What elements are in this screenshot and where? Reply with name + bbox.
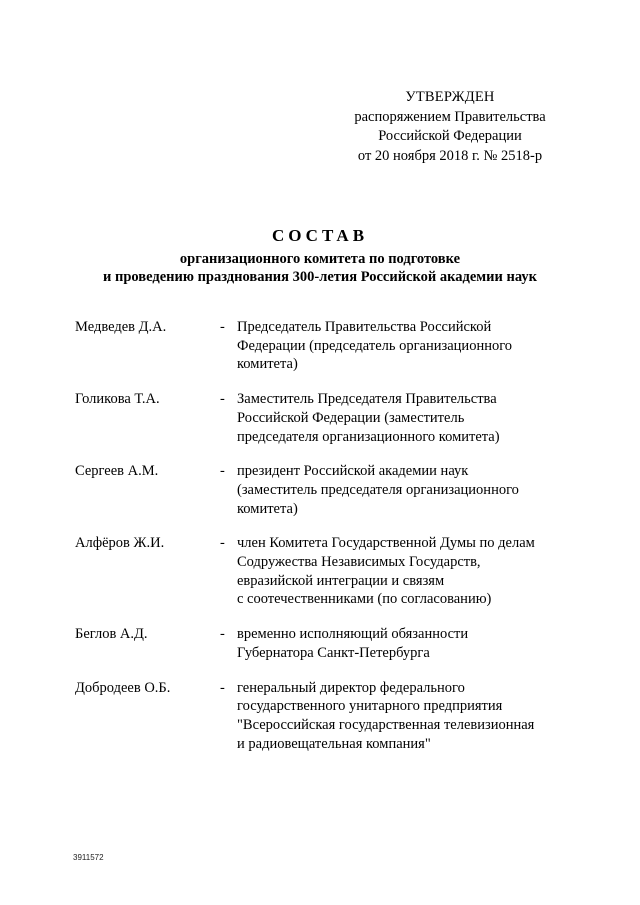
member-dash: -	[220, 463, 225, 480]
role-line: евразийской интеграции и связям	[237, 572, 445, 589]
role-line: временно исполняющий обязанности	[237, 626, 469, 643]
member-entry	[0, 625, 640, 662]
member-name: Медведев Д.А.	[75, 319, 167, 335]
member-dash: -	[220, 319, 225, 335]
member-entry	[0, 390, 640, 446]
member-entry	[0, 534, 640, 609]
approval-block	[330, 88, 570, 166]
role-line: "Всероссийская государственная телевизионная	[237, 716, 535, 733]
role-line: с соотечественниками (по согласованию)	[237, 591, 492, 608]
role-line: Федерации (председатель организационного	[237, 337, 513, 354]
role-line: и радиовещательная компания"	[237, 735, 431, 752]
member-role	[237, 679, 557, 754]
member-entry	[0, 318, 640, 374]
member-name: Голикова Т.А.	[75, 391, 160, 408]
role-line: Российской Федерации (заместитель	[237, 409, 465, 426]
approval-line: Российской Федерации	[378, 128, 522, 144]
member-dash: -	[220, 391, 225, 408]
member-dash: -	[220, 626, 225, 643]
role-line: Содружества Независимых Государств,	[237, 554, 481, 571]
member-entry	[0, 462, 640, 518]
member-role	[237, 462, 557, 518]
member-name: Сергеев А.М.	[75, 463, 159, 480]
role-line: Председатель Правительства Российской	[237, 319, 492, 335]
approval-heading: УТВЕРЖДЕН	[405, 89, 495, 105]
subtitle-line: организационного комитета по подготовке	[179, 251, 461, 267]
role-line: Заместитель Председателя Правительства	[237, 391, 497, 408]
document-title: СОСТАВ	[271, 226, 369, 245]
document-subtitle	[0, 250, 640, 286]
member-entry	[0, 679, 640, 754]
role-line: государственного унитарного предприятия	[237, 698, 503, 715]
role-line: Губернатора Санкт-Петербурга	[237, 644, 430, 661]
role-line: президент Российской академии наук	[237, 463, 469, 480]
member-role	[237, 625, 557, 662]
subtitle-line: и проведению празднования 300-летия Российской академии наук	[103, 269, 537, 285]
role-line: председателя организационного комитета)	[237, 428, 500, 445]
member-name: Алфёров Ж.И.	[75, 535, 165, 552]
role-line: комитета)	[237, 500, 298, 517]
role-line: генеральный директор федерального	[237, 679, 465, 696]
member-name: Добродеев О.Б.	[75, 679, 171, 696]
document-code: 3911572	[73, 853, 104, 862]
member-role	[237, 390, 557, 446]
approval-line: распоряжением Правительства	[354, 108, 546, 125]
member-name: Беглов А.Д.	[75, 626, 148, 643]
role-line: (заместитель председателя организационного	[237, 481, 519, 498]
member-dash: -	[220, 679, 225, 696]
approval-date-number: от 20 ноября 2018 г. № 2518-р	[357, 147, 543, 164]
role-line: комитета)	[237, 356, 298, 373]
member-role	[237, 318, 557, 374]
members-list	[0, 318, 640, 769]
role-line: член Комитета Государственной Думы по делам	[237, 535, 535, 552]
member-dash: -	[220, 535, 225, 552]
member-role	[237, 534, 557, 609]
